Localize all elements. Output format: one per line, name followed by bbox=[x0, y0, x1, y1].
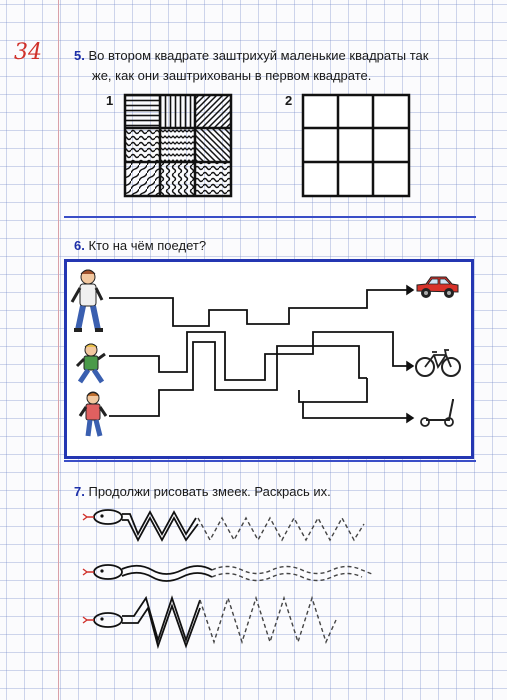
task6-instruction bbox=[74, 236, 206, 256]
boy-walking-figure bbox=[68, 268, 108, 336]
snake-wavy-2 bbox=[83, 565, 372, 581]
snakes-drawing[interactable] bbox=[80, 500, 380, 650]
bicycle-icon bbox=[414, 348, 462, 378]
page-number: 34 bbox=[14, 40, 42, 65]
task6-text: Кто на чём поедет? bbox=[88, 238, 207, 253]
section-divider-2 bbox=[64, 460, 476, 462]
task6-number: 6. bbox=[74, 238, 85, 253]
maze-path-3 bbox=[109, 342, 367, 416]
task7-number: 7. bbox=[74, 484, 85, 499]
snakes-area[interactable] bbox=[80, 500, 380, 650]
patterned-square-drawing bbox=[123, 93, 233, 198]
patterned-square bbox=[123, 93, 233, 198]
snake-zigzag-1 bbox=[83, 510, 364, 540]
task5-line2: же, как они заштрихованы в первом квадрате. bbox=[92, 68, 372, 83]
task5-instruction bbox=[74, 46, 428, 86]
section-divider bbox=[64, 216, 476, 218]
task7-text: Продолжи рисовать змеек. Раскрась их. bbox=[88, 484, 331, 499]
maze-path-2 bbox=[109, 332, 407, 380]
empty-square-grid[interactable] bbox=[301, 93, 411, 198]
notebook-margin-line bbox=[58, 0, 59, 700]
task5-line1: Во втором квадрате заштрихуй маленькие квадраты так bbox=[88, 48, 429, 63]
task7-instruction bbox=[74, 482, 331, 502]
square1-label: 1 bbox=[106, 93, 114, 108]
maze-drawing[interactable] bbox=[67, 262, 471, 456]
maze-path-5 bbox=[303, 378, 367, 402]
scooter-icon bbox=[418, 398, 460, 428]
task5-number: 5. bbox=[74, 48, 85, 63]
square2-label: 2 bbox=[285, 93, 293, 108]
empty-square[interactable] bbox=[301, 93, 411, 198]
girl-figure bbox=[78, 390, 108, 438]
maze-frame bbox=[64, 259, 474, 459]
car-icon bbox=[414, 274, 460, 300]
maze-path-4 bbox=[299, 390, 407, 418]
maze-path-1 bbox=[109, 290, 407, 326]
boy-running-figure bbox=[74, 342, 108, 386]
snake-zigzag-3 bbox=[83, 598, 336, 646]
